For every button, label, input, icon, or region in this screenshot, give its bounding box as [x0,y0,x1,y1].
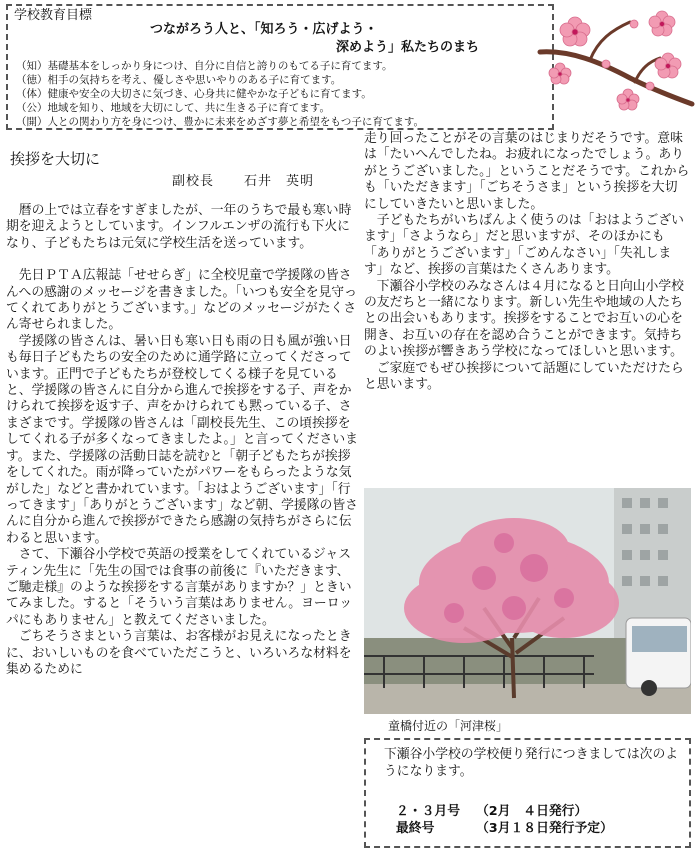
article-right-column [364,131,690,471]
article-paragraph: ごちそうさまという言葉は、お客様がお見えになったときに、おいしいものを食べていただこうと、いろいろな材料を集めるために [6,629,352,677]
goals-title: 学校教育目標 [14,8,93,23]
cherry-tree-photo [364,488,691,714]
issue-label: 最終号 [396,821,435,836]
goals-slogan-line1: つながろう人と、「知ろう・広げよう・ [150,22,378,37]
goal-item: （公）地域を知り、地域を大切にして、共に生きる子に育てます。 [16,102,330,114]
goals-slogan-line2: 深めよう」私たちのまち [336,40,480,55]
issue-date: （3月１８日発行予定） [476,821,613,836]
article-title: 挨拶を大切に [10,150,101,168]
goal-item: （知）基礎基本をしっかり身につけ、自分に自信と誇りのもてる子に育てます。 [16,60,393,72]
article-paragraph: さて、下瀬谷小学校で英語の授業をしてくれているジャスティン先生に「先生の国では食事の前後に『いただきます、ご馳走様』のような挨拶をする言葉がありますか？」ときいてみました。すると「そういう言葉はありません。ヨーロッパにもありません」と教えてくださいました。 [6,547,353,628]
school-goals-box [6,4,554,130]
article-author [172,170,314,189]
newsletter-notice-box [364,738,691,848]
article-paragraph: 暦の上では立春をすぎましたが、一年のうちで最も寒い時期を迎えようとしています。インフルエンザの流行も下火になり、子どもたちは元気に学校生活を送っています。 [6,203,352,251]
goals-list [16,59,424,127]
article-paragraph: 子どもたちがいちばんよく使うのは「おはようございます」「さようなら」だと思いますが、そのほかにも「ありがとうございます」「ごめんなさい」「失礼します」など、挨拶の言葉はたくさんあります。 [364,213,684,278]
article-paragraph: 走り回ったことがその言葉のはじまりだそうです。意味は「たいへんでしたね。お疲れになったでしょう。ありがとうございました。」ということだそうです。これからも「いただきます」「ごちそうさま」という挨拶を大切にしていきたいと思いました。 [364,131,690,212]
photo-caption: 童橋付近の「河津桜」 [388,719,509,733]
goal-item: （開）人との関わり方を身につけ、豊かに未来をめざす夢と希望をもつ子に育てます。 [16,116,425,127]
issue-date: （2月 ４日発行） [476,804,588,819]
cherry-blossom-illustration [530,0,695,120]
issue-label: ２・３月号 [396,804,460,819]
author-name: 石井 英明 [244,174,315,189]
article-paragraph: 下瀬谷小学校のみなさんは４月になると日向山小学校の友だちと一緒になります。新しい先生や地域の人たちとの出会いもあります。挨拶をすることでお互いの心を開き、お互いの存在を認め合うことができます。気持ちのよい挨拶が響きあう学校になってほしいと思います。 [364,278,684,360]
author-role: 副校長 [172,174,215,189]
article-paragraph: ご家庭でもぜひ挨拶について話題にしていただけたらと思います。 [364,360,684,393]
article-paragraph: 学援隊の皆さんは、暑い日も寒い日も雨の日も風が強い日も毎日子どもたちの安全のために通学路に立ってくださっています。正門で子どもたちが登校してくる様子を見ていると、学援隊の皆さんに自分から進んで挨拶をする子、声をかけられて挨拶を返す子、声をかけられても黙っている子、さまざまです。学援隊の皆さんは「副校長先生、この頃挨拶をしてくれる子が多くなってきましたよ。」と言ってくださいます。また、学援隊の活動日誌を読むと「朝子どもたちが挨拶をしてくれた。雨が降っていたがパワーをもらったような気がした」などと書かれています。「おはようございます」「行ってきます」「ありがとうございます」など朝、学援隊の皆さんに自分から進んで挨拶ができたら感謝の気持ちがさらに伝わると思います。 [6,333,358,546]
article-left-column [6,203,358,851]
notice-text: 下瀬谷小学校の学校便り発行につきましては次のようになります。 [384,747,679,779]
goal-item: （体）健康や安全の大切さに気づき、心身共に健やかな子どもに育てます。 [16,88,372,100]
article-paragraph: 先日ＰＴＡ広報誌「せせらぎ」に全校児童で学援隊の皆さんへの感謝のメッセージを書きました。「いつも安全を見守ってくれてありがとうございます。」などのメッセージがたくさん寄せられました。 [6,268,357,333]
goal-item: （徳）相手の気持ちを考え、優しさや思いやりのある子に育てます。 [16,74,342,86]
